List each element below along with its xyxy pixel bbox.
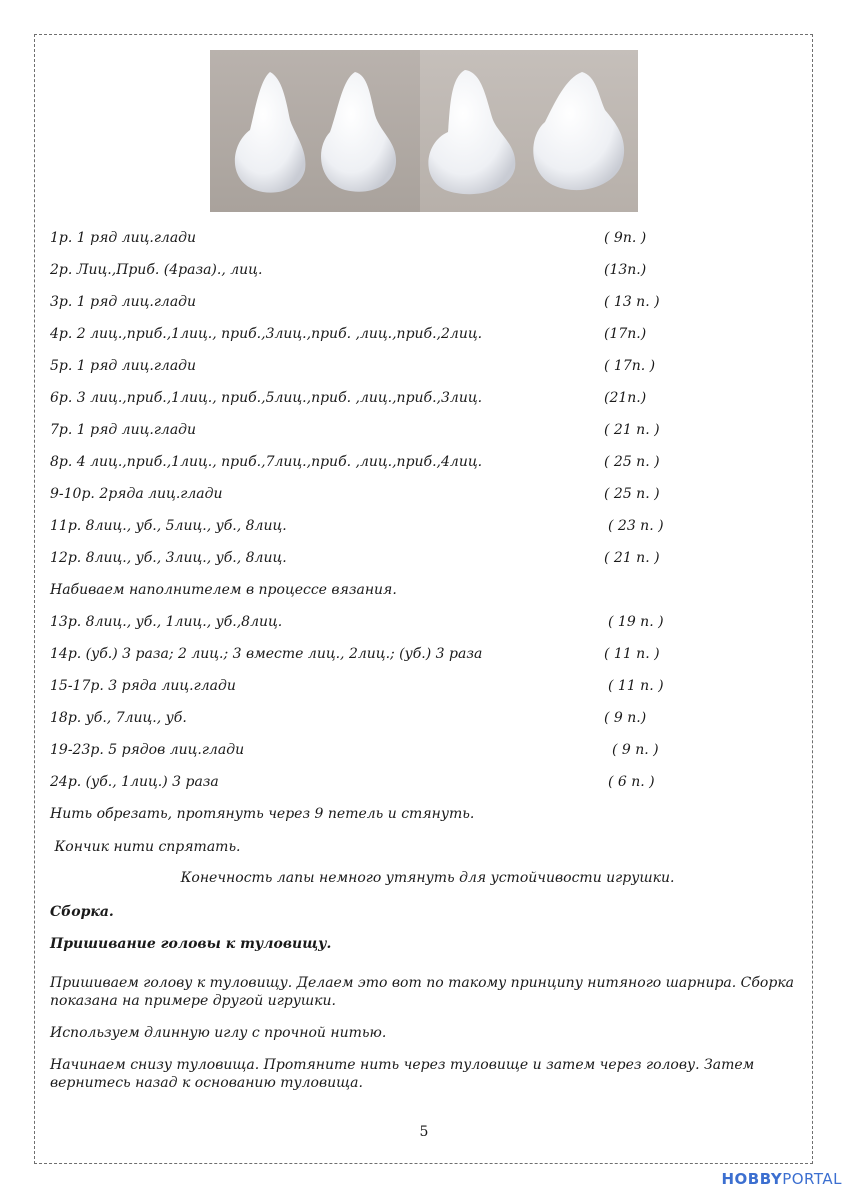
row-instruction: 5р. 1 ряд лиц.глади	[50, 358, 197, 374]
stitch-count: ( 21 п. )	[604, 422, 660, 438]
row-instruction: 12р. 8лиц., уб., 3лиц., уб., 8лиц.	[50, 550, 287, 566]
stitch-count: ( 9 п.)	[604, 710, 647, 726]
stitch-count: ( 21 п. )	[604, 550, 660, 566]
row-instruction: 19-23р. 5 рядов лиц.глади	[50, 742, 245, 758]
stitch-count: ( 25 п. )	[604, 486, 660, 502]
row-1	[50, 229, 750, 247]
row-18	[50, 709, 750, 727]
row-6	[50, 389, 750, 407]
stitch-count: ( 17п. )	[604, 358, 656, 374]
paragraph-start: Начинаем снизу туловища. Протяните нить через туловище и затем через голову. Затем вернитесь назад к основанию туловища.	[50, 1057, 755, 1091]
cut-thread-text: Нить обрезать, протянуть через 9 петель и стянуть.	[50, 806, 475, 822]
row-instruction: Набиваем наполнителем в процессе вязания.	[50, 582, 397, 598]
stitch-count: (13п.)	[604, 262, 647, 278]
row-instruction: 2р. Лиц.,Приб. (4раза)., лиц.	[50, 262, 263, 278]
head-attach-heading: Пришивание головы к туловищу.	[50, 936, 332, 952]
paragraph-joint: Пришиваем голову к туловищу. Делаем это вот по такому принципу нитяного шарнира. Сборка показана на примере другой игрушки.	[50, 975, 795, 1009]
row-instruction: 4р. 2 лиц.,приб.,1лиц., приб.,3лиц.,приб. ,лиц.,приб.,2лиц.	[50, 326, 483, 342]
row-instruction: 14р. (уб.) 3 раза; 2 лиц.; 3 вместе лиц., 2лиц.; (уб.) 3 раза	[50, 646, 483, 662]
stitch-count: ( 9 п. )	[612, 742, 659, 758]
row-instruction: 8р. 4 лиц.,приб.,1лиц., приб.,7лиц.,приб. ,лиц.,приб.,4лиц.	[50, 454, 483, 470]
row-19-23	[50, 741, 750, 759]
row-8	[50, 453, 750, 471]
stitch-count: ( 19 п. )	[608, 614, 664, 630]
row-9-10	[50, 485, 750, 503]
row-instruction: 24р. (уб., 1лиц.) 3 раза	[50, 774, 219, 790]
stitch-count: ( 13 п. )	[604, 294, 660, 310]
page-number: 5	[419, 1124, 429, 1140]
hobbyportal-logo: HOBBYPORTAL	[721, 1170, 842, 1188]
hide-tip-text: Кончик нити спрятать.	[50, 839, 241, 855]
row-instruction: 3р. 1 ряд лиц.глади	[50, 294, 197, 310]
row-14	[50, 645, 750, 663]
stitch-count: ( 11 п. )	[608, 678, 664, 694]
row-11	[50, 517, 750, 535]
row-instruction: 11р. 8лиц., уб., 5лиц., уб., 8лиц.	[50, 518, 287, 534]
paw-note-text: Конечность лапы немного утянуть для устойчивости игрушки.	[180, 870, 675, 886]
paragraph-needle: Используем длинную иглу с прочной нитью.	[50, 1025, 387, 1041]
row-2	[50, 261, 750, 279]
stitch-count: ( 11 п. )	[604, 646, 660, 662]
row-instruction: 1р. 1 ряд лиц.глади	[50, 230, 197, 246]
row-instruction: 9-10р. 2ряда лиц.глади	[50, 486, 223, 502]
stuffing-note	[50, 581, 750, 599]
stitch-count: ( 9п. )	[604, 230, 647, 246]
stitch-count: (17п.)	[604, 326, 647, 342]
stitch-count: (21п.)	[604, 390, 647, 406]
row-5	[50, 357, 750, 375]
stitch-count: ( 25 п. )	[604, 454, 660, 470]
row-7	[50, 421, 750, 439]
row-3	[50, 293, 750, 311]
assembly-heading: Сборка.	[50, 904, 114, 920]
knitted-pieces-photo	[210, 50, 638, 212]
row-instruction: 13р. 8лиц., уб., 1лиц., уб.,8лиц.	[50, 614, 283, 630]
row-24	[50, 773, 750, 791]
row-15-17	[50, 677, 750, 695]
row-instruction: 7р. 1 ряд лиц.глади	[50, 422, 197, 438]
row-13	[50, 613, 750, 631]
row-instruction: 15-17р. 3 ряда лиц.глади	[50, 678, 236, 694]
row-12	[50, 549, 750, 567]
row-4	[50, 325, 750, 343]
stitch-count: ( 23 п. )	[608, 518, 664, 534]
row-instruction: 18р. уб., 7лиц., уб.	[50, 710, 187, 726]
row-instruction: 6р. 3 лиц.,приб.,1лиц., приб.,5лиц.,приб. ,лиц.,приб.,3лиц.	[50, 390, 483, 406]
stitch-count: ( 6 п. )	[608, 774, 655, 790]
